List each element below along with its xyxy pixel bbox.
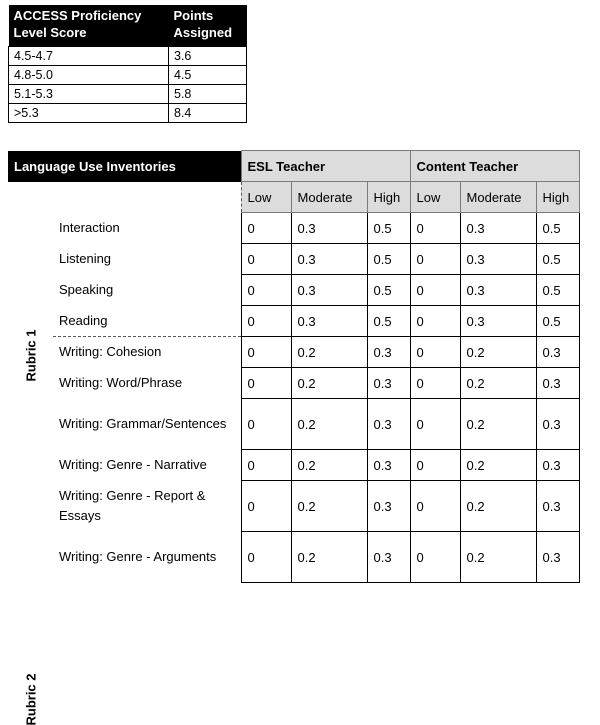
points-value: 3.6 [169,47,247,66]
table-row [9,66,247,85]
points-value: 5.8 [169,85,247,104]
value-cell: 0 [241,337,291,368]
row-label: Writing: Genre - Arguments [59,549,217,564]
group-header-esl: ESL Teacher [241,151,410,182]
value-cell: 0 [241,306,291,337]
value-cell: 0.3 [460,213,536,244]
value-cell: 0.5 [536,244,579,275]
value-cell: 0 [410,337,460,368]
table-row [8,532,579,583]
value-cell: 0.3 [536,481,579,532]
value-cell: 0.2 [291,368,367,399]
score-range: 5.1-5.3 [9,85,169,104]
points-value: 8.4 [169,104,247,123]
language-use-inventories-table [8,150,580,725]
level-header-moderate: Moderate [460,182,536,213]
value-cell: 0.2 [291,337,367,368]
value-cell: 0 [410,450,460,481]
row-label: Interaction [59,220,120,235]
header-spacer [8,182,241,213]
score-range: >5.3 [9,104,169,123]
group-header-content: Content Teacher [410,151,579,182]
value-cell: 0.3 [536,450,579,481]
table-row [8,450,579,481]
value-cell: 0 [241,244,291,275]
table-title: Language Use Inventories [8,151,241,182]
value-cell: 0.2 [291,399,367,450]
table-row [8,481,579,532]
level-header-low: Low [410,182,460,213]
value-cell: 0.3 [367,532,410,583]
value-cell: 0 [241,399,291,450]
value-cell: 0.2 [291,532,367,583]
value-cell: 0 [410,532,460,583]
value-cell: 0.5 [367,244,410,275]
value-cell: 0 [410,275,460,306]
value-cell: 0 [410,244,460,275]
column-header-score: ACCESS Proficiency Level Score [9,5,169,47]
value-cell: 0 [241,213,291,244]
value-cell: 0 [410,368,460,399]
value-cell: 0.3 [460,306,536,337]
value-cell: 0 [241,275,291,306]
value-cell: 0.3 [460,244,536,275]
value-cell: 0.5 [367,213,410,244]
value-cell: 0.5 [536,275,579,306]
table-row [8,337,579,368]
points-value: 4.5 [169,66,247,85]
value-cell: 0.3 [460,275,536,306]
value-cell: 0.3 [367,399,410,450]
level-header-moderate: Moderate [291,182,367,213]
value-cell: 0.5 [367,275,410,306]
table-row [9,85,247,104]
value-cell: 0.5 [536,306,579,337]
level-header-high: High [367,182,410,213]
table-row [9,104,247,123]
table-row [8,275,579,306]
score-range: 4.8-5.0 [9,66,169,85]
table-header-row [8,151,579,182]
value-cell: 0.5 [536,213,579,244]
level-header-low: Low [241,182,291,213]
row-label: Writing: Cohesion [59,344,162,360]
value-cell: 0.5 [367,306,410,337]
column-header-points: Points Assigned [169,5,247,47]
value-cell: 0.3 [291,244,367,275]
value-cell: 0.3 [367,368,410,399]
rubric-2-label: Rubric 2 [23,672,38,725]
row-label: Writing: Word/Phrase [59,375,183,390]
value-cell: 0 [410,399,460,450]
value-cell: 0.2 [460,532,536,583]
table-row [8,244,579,275]
value-cell: 0.2 [460,368,536,399]
rubric-group-1 [8,213,53,382]
value-cell: 0.3 [536,368,579,399]
value-cell: 0 [241,481,291,532]
score-range: 4.5-4.7 [9,47,169,66]
value-cell: 0 [241,450,291,481]
row-label: Reading [53,306,241,337]
row-label: Writing: Genre - Narrative [59,457,207,472]
value-cell: 0.3 [367,450,410,481]
value-cell: 0.2 [460,450,536,481]
value-cell: 0.3 [291,306,367,337]
value-cell: 0 [410,481,460,532]
value-cell: 0.3 [367,481,410,532]
value-cell: 0 [241,368,291,399]
table-row [8,306,579,337]
proficiency-points-table [8,5,247,123]
value-cell: 0.2 [291,481,367,532]
value-cell: 0 [241,532,291,583]
value-cell: 0.3 [536,532,579,583]
row-label: Writing: Grammar/Sentences [59,416,227,431]
row-label: Listening [59,251,112,266]
value-cell: 0.2 [460,399,536,450]
table-header-row [9,5,247,47]
table-row [8,213,579,244]
row-label: Writing: Genre - Report & Essays [59,488,206,523]
value-cell: 0.2 [460,481,536,532]
value-cell: 0.3 [536,399,579,450]
value-cell: 0.3 [291,213,367,244]
table-row [9,47,247,66]
value-cell: 0.2 [460,337,536,368]
value-cell: 0.3 [367,337,410,368]
rubric-1-label: Rubric 1 [23,328,38,382]
value-cell: 0 [410,306,460,337]
value-cell: 0.3 [291,275,367,306]
value-cell: 0 [410,213,460,244]
level-header-high: High [536,182,579,213]
row-label: Speaking [59,282,114,297]
level-header-row [8,182,579,213]
table-row [8,399,579,450]
value-cell: 0.2 [291,450,367,481]
table-row [8,368,579,399]
value-cell: 0.3 [536,337,579,368]
rubric-group-2 [8,337,53,725]
